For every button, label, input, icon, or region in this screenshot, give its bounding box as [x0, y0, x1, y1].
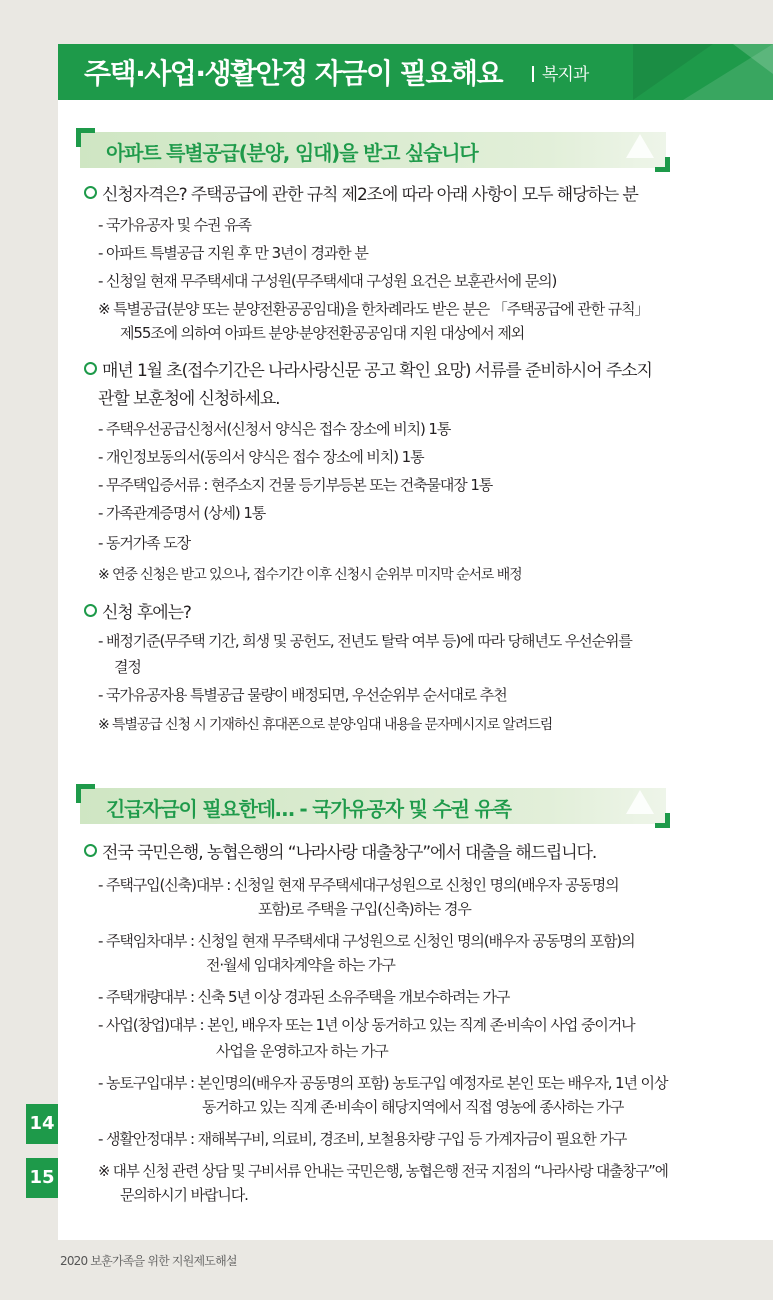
note-line: ※ 특별공급 신청 시 기재하신 휴대폰으로 분양·임대 내용을 문자메시지로 알려드림 [98, 717, 553, 733]
page-number-tab-15: 15 [26, 1158, 58, 1198]
loan-item: - 농토구입대부 : 본인명의(배우자 공동명의 포함) 농토구입 예정자로 본인 또는 배우자, 1년 이상 [98, 1074, 668, 1092]
loan-item: - 주택구입(신축)대부 : 신청일 현재 무주택세대구성원으로 신청인 명의(배우자 공동명의 [98, 876, 619, 894]
list-item-continuation: 결정 [114, 658, 141, 676]
loan-item-continuation: 사업을 운영하고자 하는 가구 [216, 1042, 388, 1060]
bullet-continuation: 관할 보훈청에 신청하세요. [98, 389, 280, 409]
bullet-circle-icon [84, 362, 97, 375]
section-heading-housing [80, 132, 666, 168]
bullet-circle-icon [84, 844, 97, 857]
page-number-tab-14: 14 [26, 1104, 58, 1144]
list-item: - 국가유공자 및 수권 유족 [98, 216, 251, 234]
list-item: - 동거가족 도장 [98, 534, 190, 552]
loan-item: - 사업(창업)대부 : 본인, 배우자 또는 1년 이상 동거하고 있는 직계 존·비속이 사업 중이거나 [98, 1016, 635, 1034]
loan-item-continuation: 포함)로 주택을 구입(신축)하는 경우 [258, 900, 471, 918]
list-item: - 신청일 현재 무주택세대 구성원(무주택세대 구성원 요건은 보훈관서에 문의) [98, 272, 557, 290]
list-item: - 국가유공자용 특별공급 물량이 배정되면, 우선순위부 순서대로 추천 [98, 686, 507, 704]
bullet-eligibility: 신청자격은? 주택공급에 관한 규칙 제2조에 따라 아래 사항이 모두 해당하는 분 [84, 180, 638, 205]
loan-item: - 주택임차대부 : 신청일 현재 무주택세대 구성원으로 신청인 명의(배우자 공동명의 포함)의 [98, 932, 635, 950]
bullet-circle-icon [84, 186, 97, 199]
footer-text: 2020 보훈가족을 위한 지원제도해설 [60, 1254, 237, 1268]
list-item: - 아파트 특별공급 지원 후 만 3년이 경과한 분 [98, 244, 368, 262]
list-item: - 배정기준(무주택 기간, 희생 및 공헌도, 전년도 탈락 여부 등)에 따라 당해년도 우선순위를 [98, 632, 632, 650]
section-heading-text: 긴급자금이 필요한데… - 국가유공자 및 수권 유족 [106, 797, 511, 821]
bullet-loan-intro: 전국 국민은행, 농협은행의 “나라사랑 대출창구”에서 대출을 해드립니다. [84, 838, 596, 863]
department-label: 복지과 [532, 60, 588, 85]
loan-item-continuation: 동거하고 있는 직계 존·비속이 해당지역에서 직접 영농에 종사하는 가구 [202, 1098, 624, 1116]
loan-item: - 주택개량대부 : 신축 5년 이상 경과된 소유주택을 개보수하려는 가구 [98, 988, 510, 1006]
bullet-circle-icon [84, 604, 97, 617]
list-item: - 개인정보동의서(동의서 양식은 접수 장소에 비치) 1통 [98, 448, 424, 466]
note-line: ※ 연중 신청은 받고 있으나, 접수기간 이후 신청시 순위부 미지막 순서로 배정 [98, 567, 522, 583]
loan-item: - 생활안정대부 : 재해복구비, 의료비, 경조비, 보철용차량 구입 등 가계자금이 필요한 가구 [98, 1130, 627, 1148]
bullet-after-application: 신청 후에는? [84, 598, 191, 623]
list-item: - 주택우선공급신청서(신청서 양식은 접수 장소에 비치) 1통 [98, 420, 451, 438]
note-line: ※ 특별공급(분양 또는 분양전환공공임대)을 한차례라도 받은 분은 「주택공급에 관한 규칙」 [98, 300, 649, 318]
list-item: - 무주택입증서류 : 현주소지 건물 등기부등본 또는 건축물대장 1통 [98, 476, 493, 494]
bullet-application: 매년 1월 초(접수기간은 나라사랑신문 공고 확인 요망) 서류를 준비하시어 주소지 [84, 356, 652, 381]
list-item: - 가족관계증명서 (상세) 1통 [98, 504, 266, 522]
section-heading-emergency-loan [80, 788, 666, 824]
note-line: 문의하시기 바랍니다. [120, 1186, 248, 1204]
note-line: 제55조에 의하여 아파트 분양·분양전환공공임대 지원 대상에서 제외 [120, 324, 525, 342]
loan-item-continuation: 전·월세 임대차계약을 하는 가구 [206, 956, 395, 974]
page-title: 주택·사업·생활안정 자금이 필요해요 [84, 57, 502, 90]
note-line: ※ 대부 신청 관련 상담 및 구비서류 안내는 국민은행, 농협은행 전국 지점의 “나라사랑 대출창구”에 [98, 1162, 668, 1180]
section-heading-text: 아파트 특별공급(분양, 임대)을 받고 싶습니다 [106, 141, 478, 165]
